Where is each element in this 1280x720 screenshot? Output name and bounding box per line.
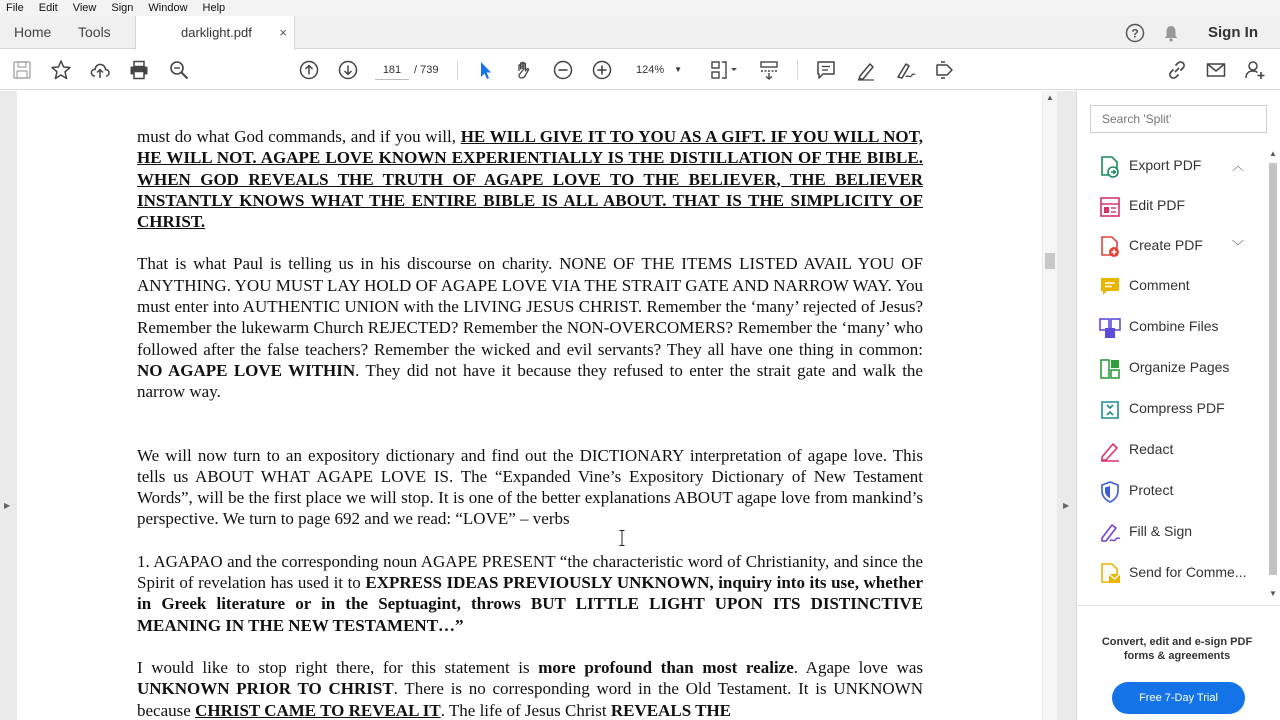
scroll-up-arrow-icon[interactable]: ▲: [1046, 93, 1054, 102]
tab-document[interactable]: [135, 16, 295, 50]
notifications-bell-icon[interactable]: [1162, 16, 1180, 49]
page-layout-icon[interactable]: [708, 58, 740, 82]
main-toolbar: [0, 50, 1280, 90]
toolbar-divider: [457, 60, 458, 80]
save-icon[interactable]: [10, 58, 34, 82]
organize-pages-icon: [1098, 357, 1122, 381]
chevron-down-icon[interactable]: ﹀: [1232, 239, 1245, 253]
protect-icon: [1098, 480, 1122, 504]
toolbar-divider: [797, 60, 798, 80]
more-tools-icon[interactable]: [932, 58, 956, 82]
comment-tool-icon[interactable]: [814, 58, 838, 82]
text-run: 1. AGAPAO and the corresponding noun AGAPE PRESENT “the characteristic word of Christianity, and since the Spirit of revelation has used it to: [137, 551, 923, 593]
text-run: . There is no corresponding word in the Old Testament. It is UNKNOWN because: [137, 679, 923, 720]
tool-label: Compress PDF: [1129, 400, 1225, 416]
menu-sign[interactable]: Sign: [111, 2, 134, 14]
right-pane-collapse-icon[interactable]: ▶: [1063, 501, 1070, 510]
previous-page-icon[interactable]: [297, 58, 321, 82]
tool-label: Fill & Sign: [1129, 523, 1193, 539]
zoom-in-icon[interactable]: [590, 58, 614, 82]
pane-divider: [1077, 605, 1280, 606]
sign-in-button[interactable]: Sign In: [1208, 24, 1258, 41]
menu-view[interactable]: View: [72, 2, 97, 14]
tool-redact[interactable]: [1077, 433, 1266, 469]
tools-search-input[interactable]: [1090, 105, 1267, 133]
paragraph: We will now turn to an expository dictionary and find out the DICTIONARY interpretation of agape love. This tells us ABOUT WHAT AGAPE LOVE IS. The “Expanded Vine’s Expository Dictionary of New Testament Words”, will be the first place we will stop. It is one of the better explanations ABOUT agape love from mankind’s perspective. We turn to page 692 and we read: “LOVE” – verbs: [137, 445, 923, 529]
tool-comment[interactable]: [1077, 269, 1266, 305]
help-icon[interactable]: [1125, 16, 1145, 49]
menu-file[interactable]: File: [6, 2, 24, 14]
combine-files-icon: [1098, 316, 1122, 340]
text-run: . Agape love was: [793, 657, 924, 677]
menu-help[interactable]: Help: [202, 2, 226, 14]
text-run-bold: REVEALS THE: [610, 700, 732, 720]
hand-tool-icon[interactable]: [512, 58, 536, 82]
scroll-mode-icon[interactable]: [757, 58, 781, 82]
paragraph: [137, 253, 923, 402]
page-number-input[interactable]: 181: [375, 60, 409, 80]
tab-bar: [0, 16, 1280, 49]
close-tab-icon[interactable]: ×: [279, 25, 287, 40]
create-pdf-icon: [1098, 235, 1122, 259]
tool-edit-pdf[interactable]: [1077, 189, 1266, 225]
text-run: I would like to stop right there, for this statement is: [137, 657, 539, 677]
tool-label: Protect: [1129, 482, 1174, 498]
svg-text:?: ?: [1131, 26, 1139, 40]
tab-home[interactable]: Home: [14, 24, 52, 40]
text-run-bold-underline: HE WILL GIVE IT TO YOU AS A GIFT. IF YOU WILL NOT, HE WILL NOT. AGAPE LOVE KNOWN EXPERIENTIALLY IS THE DISTILLATION OF THE BIBLE. WHEN GOD REVEALS THE TRUTH OF AGAPE LOVE TO THE BELIEVER, THE BELIEVER INSTANTLY KNOWS WHAT THE ENTIRE BIBLE IS ALL ABOUT. THAT IS THE SIMPLICITY OF CHRIST.: [137, 127, 923, 232]
scroll-down-arrow-icon[interactable]: ▼: [1269, 589, 1277, 598]
tool-label: Redact: [1129, 441, 1174, 457]
tool-create-pdf[interactable]: [1077, 229, 1266, 265]
text-run-bold: NO AGAPE LOVE WITHIN: [137, 360, 356, 380]
fill-sign-icon: [1098, 521, 1122, 545]
text-run: . The life of Jesus Christ: [440, 700, 611, 720]
scrollbar-thumb[interactable]: [1045, 253, 1055, 269]
text-run-bold: EXPRESS IDEAS PREVIOUSLY UNKNOWN, inquiry into its use, whether in Greek literature or in the Septuagint, throws BUT LITTLE LIGHT UPON ITS DISTINCTIVE MEANING IN THE NEW TESTAMENT…”: [137, 573, 924, 635]
menu-window[interactable]: Window: [148, 2, 188, 14]
draw-sign-icon[interactable]: [893, 58, 917, 82]
tool-protect[interactable]: [1077, 474, 1266, 510]
chevron-down-icon: ▼: [674, 65, 682, 74]
paragraph: [137, 657, 923, 720]
tool-label: Export PDF: [1129, 157, 1202, 173]
page-total: / 739: [414, 64, 439, 76]
text-run-bold-underline: CHRIST CAME TO REVEAL IT: [195, 700, 441, 720]
redact-icon: [1098, 439, 1122, 463]
cloud-upload-icon[interactable]: [88, 58, 112, 82]
paragraph: [137, 551, 923, 636]
text-run-bold: more profound than most realize: [538, 657, 794, 677]
tool-label: Organize Pages: [1129, 359, 1230, 375]
tool-label: Comment: [1129, 277, 1190, 293]
edit-pdf-icon: [1098, 195, 1122, 219]
export-pdf-icon: [1098, 155, 1122, 179]
promo-text: Convert, edit and e-sign PDF forms & agreements: [1101, 636, 1253, 662]
free-trial-button[interactable]: Free 7-Day Trial: [1112, 682, 1245, 714]
tool-export-pdf[interactable]: [1077, 149, 1266, 185]
scroll-up-arrow-icon[interactable]: ▲: [1269, 149, 1277, 158]
bookmark-star-icon[interactable]: [49, 58, 73, 82]
tools-pane: [1076, 91, 1280, 720]
print-icon[interactable]: [127, 58, 151, 82]
email-icon[interactable]: [1204, 58, 1228, 82]
zoom-level-value: 124%: [636, 64, 665, 76]
pdf-page-text: [137, 126, 923, 720]
tab-tools[interactable]: Tools: [78, 24, 111, 40]
comment-icon: [1098, 275, 1122, 299]
document-scrollbar[interactable]: [1043, 91, 1057, 720]
text-cursor-icon: [619, 530, 625, 546]
next-page-icon[interactable]: [336, 58, 360, 82]
scrollbar-thumb[interactable]: [1269, 163, 1277, 575]
tool-fill-sign[interactable]: [1077, 515, 1266, 551]
send-comments-icon: [1098, 562, 1122, 586]
text-run-bold: UNKNOWN PRIOR TO CHRIST: [137, 679, 394, 699]
menu-bar: [0, 0, 1280, 16]
tool-label: Combine Files: [1129, 318, 1219, 334]
tool-send-for-comments[interactable]: [1077, 556, 1266, 592]
menu-edit[interactable]: Edit: [38, 2, 58, 14]
chevron-up-icon[interactable]: ︿: [1232, 159, 1245, 173]
tool-label: Edit PDF: [1129, 197, 1186, 213]
zoom-out-icon[interactable]: [551, 58, 575, 82]
tool-label: Create PDF: [1129, 237, 1203, 253]
add-user-icon[interactable]: [1243, 58, 1267, 82]
select-cursor-icon[interactable]: [473, 58, 497, 82]
tools-pane-scrollbar[interactable]: [1266, 149, 1280, 605]
tab-document-label: darklight.pdf: [181, 25, 252, 40]
compress-pdf-icon: [1098, 398, 1122, 422]
tool-label: Send for Comme...: [1129, 564, 1247, 580]
tool-organize-pages[interactable]: [1077, 351, 1266, 387]
zoom-search-icon[interactable]: [167, 58, 191, 82]
text-run: . They did not have it because they refused to enter the strait gate and walk the narrow way.: [137, 360, 923, 402]
paragraph: [137, 126, 923, 232]
tool-combine-files[interactable]: [1077, 310, 1266, 346]
highlight-pen-icon[interactable]: [854, 58, 878, 82]
text-run: That is what Paul is telling us in his discourse on charity. NONE OF THE ITEMS LISTED AVAIL YOU OF ANYTHING. YOU MUST LAY HOLD OF AGAPE LOVE VIA THE STRAIT GATE AND NARROW WAY. You must enter into AUTHENTIC UNION with the LIVING JESUS CHRIST. Remember the ‘many’ rejected of Jesus? Remember the lukewarm Church REJECTED? Remember the NON-OVERCOMERS? Remember the ‘many’ who followed after the false teachers? Remember the wicked and evil servants? They all have one thing in common:: [137, 254, 923, 359]
left-pane-expand-icon[interactable]: ▶: [4, 501, 11, 510]
share-link-icon[interactable]: [1165, 58, 1189, 82]
tool-compress-pdf[interactable]: [1077, 392, 1266, 428]
text-run: must do what God commands, and if you will,: [137, 127, 461, 146]
zoom-level-select[interactable]: [628, 60, 688, 80]
